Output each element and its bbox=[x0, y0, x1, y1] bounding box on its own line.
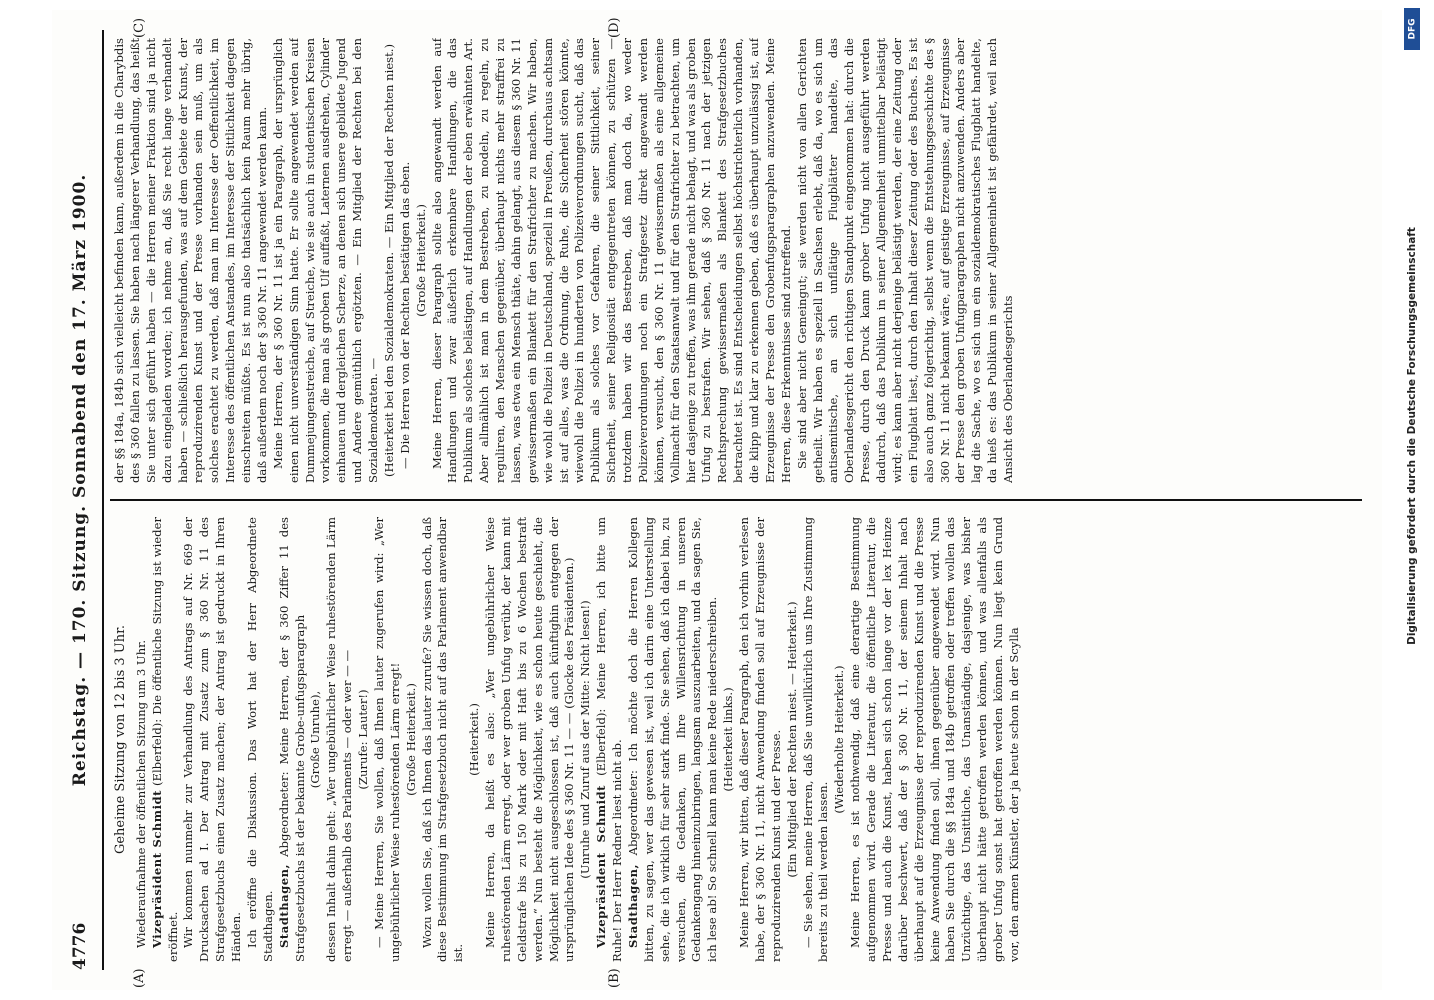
reaction: (Heiterkeit links.) bbox=[721, 687, 736, 792]
reaction: (Große Unruhe), bbox=[308, 690, 323, 789]
paragraph: Wir kommen nunmehr zur Verhandlung des Antrags auf Nr. 669 der Drucksachen ad I. Der Antrag mit Zusatz zum § 360 Nr. 11 des Strafgesetzbuchs einen Zusatz machen; der Antrag ist gedruckt in Ihren Händen. bbox=[181, 517, 244, 962]
paragraph: Meine Herren, dieser Paragraph sollte also angewandt werden auf Handlungen und zwar äußerlich erkennbare Handlungen, die das Publikum als solches belästigen, auf Handlungen der eben erwähnten Art. Aber allmählich ist man in dem Bestreben, zu modeln, zu regeln, zu reguliren, den Menschen gegenüber, überhaupt nichts mehr straffrei zu lassen, was etwa ein Mensch thäte, dahin gelangt, aus diesem § 360 Nr. 11 gewissermaßen ein Blankett für den Strafrichter zu machen. Wir haben, wie wohl die Polizei in Deutschland, speziell in Preußen, durchaus achtsam ist auf alles, was die Ordnung, die Ruhe, die Sicherheit stören könnte, wiewohl die Polizei in hunderten von Polizeiverordnungen sucht, daß das Publikum als solches vor Gefahren, die seiner Sittlichkeit, seiner Sicherheit, seiner Religiosität entgegentreten können, zu schützen — trotzdem haben wir das Bestreben, daß man doch da, wo weder Polizeiverordnungen noch ein Strafgesetz direkt angewandt werden können, versucht, den § 360 Nr. 11 gewissermaßen als eine allgemeine Vollmacht für den Staatsanwalt und für den Strafrichter zu betrachten, um hier dasjenige zu treffen, was ihm gerade nicht behagt, und was als groben Unfug zu bestrafen. Wir sehen, daß § 360 Nr. 11 nach der jetzigen Rechtsprechung gewissermaßen als Blankett des Strafgesetzbuches betrachtet ist. Es sind Entscheidungen selbst höchstrichterlich vorhanden, die klipp und klar zu erkennen geben, daß es überhaupt unzulässig ist, auf Erzeugnisse der Presse den Grobenfugsparagraphen anzuwenden. Meine Herren, diese Erkenntnisse sind zutreffend. bbox=[429, 38, 793, 483]
paragraph: — Die Herren von der Rechten bestätigen das eben. bbox=[397, 161, 412, 469]
paragraph: — Sie sehen, meine Herren, daß Sie unwillkürlich uns Ihre Zustimmung bereits zu theil werden lassen. bbox=[800, 517, 831, 962]
paragraph: Wozu wollen Sie, daß ich Ihnen das lauter zurufe? Sie wissen doch, daß diese Bestimmung im Strafgesetzbuch nicht auf das Parlament anwendbar ist. bbox=[419, 517, 466, 962]
reaction: (Große Heiterkeit.) bbox=[413, 204, 428, 317]
paragraph: — Meine Herren, Sie wollen, daß Ihnen lauter zugerufen wird: „Wer ungebührlicher Weise ruhestörenden Lärm erregt! bbox=[371, 517, 402, 962]
paragraph bbox=[594, 517, 626, 962]
rotated-page bbox=[52, 10, 1382, 990]
right-column bbox=[112, 38, 1362, 483]
running-header bbox=[70, 30, 96, 970]
column-marker-b: (B) bbox=[607, 968, 622, 988]
reaction: (Ein Mitglied der Rechten niest. — Heiterkeit.) bbox=[784, 601, 799, 878]
header-title: Reichstag. — 170. Sitzung. Sonnabend den 17. März 1900. bbox=[70, 173, 90, 787]
speaker-name: Vizepräsident Schmidt bbox=[594, 784, 609, 948]
speech-text: Abgeordneter: Meine Herren, der § 360 Ziffer 11 des Strafgesetzbuchs ist der bekannte Grobe-unfugsparagraph bbox=[276, 517, 307, 962]
reaction: (Heiterkeit.) bbox=[467, 703, 482, 776]
paragraph bbox=[150, 517, 182, 962]
reaction: (Wiederholte Heiterkeit.) bbox=[832, 665, 847, 814]
paragraph: der §§ 184a, 184b sich vielleicht befinden kann, außerdem in die Charybdis des § 360 fallen zu lassen. Sie haben nach längerer Verhandlung, das heißt Sie unter sich geführt haben — die Herren meiner Fraktion sind ja nicht dazu eingeladen worden; ich nehme an, daß Sie recht lange verhandelt haben — schließlich herausgefunden, was auf dem Gebiete der Kunst, der reproduzirenden Kunst und der Presse vorhanden sein muß, um als solches erachtet zu werden, daß man im Interesse der Oeffentlichkeit, im Interesse des öffentlichen Anstandes, im Interesse der Sittlichkeit dagegen einschreiten müßte. Es ist nun also thatsächlich kein Raum mehr übrig, daß außerdem noch der § 360 Nr. 11 angewendet werden kann. bbox=[112, 38, 269, 483]
reaction: (Heiterkeit bei den Sozialdemokraten. — Ein Mitglied der Rechten niest.) bbox=[381, 44, 396, 477]
speaker-name: Stadthagen, bbox=[276, 863, 291, 948]
paragraph: Meine Herren, da heißt es also: „Wer ungebührlicher Weise ruhestörenden Lärm erregt, oder wer groben Unfug verübt, der kann mit Geldstrafe bis zu 150 Mark oder mit Haft bis zu 6 Wochen bestraft werden.“ Nun besteht die Möglichkeit, wie es schon heute geschieht, die Möglichkeit nicht ausgeschlossen ist, daß auch künftighin entgegen der ursprünglichen Idee des § 360 Nr. 11 — — (Glocke des Präsidenten.) bbox=[483, 517, 577, 962]
dfg-logo: DFG bbox=[1404, 8, 1420, 50]
reaction: (Zurufe: Lauter!) bbox=[356, 689, 371, 790]
paragraph: Meine Herren, der § 360 Nr. 11 ist ja ein Paragraph, der ursprünglich einen nicht unverständigen Sinn hatte. Er sollte angewendet werden auf Dummejungenstreiche, auf Streiche, wie sie auch in studentischen Kreisen vorkommen, die man als groben Ulf auffaßt, Laternen ausdrehen, Cylinder einhauen und dergleichen Scherze, an denen sich unsere gebildete Jugend und Andere gemüthlich ergötzten. — Ein Mitglied der Rechten bei den Sozialdemokraten. — bbox=[270, 38, 380, 483]
page-number: 4776 bbox=[70, 922, 90, 970]
paragraph bbox=[626, 517, 721, 962]
speech-text: (Elberfeld): Meine Herren, ich bitte um Ruhe! Der Herr Redner liest nicht ab. bbox=[594, 517, 625, 962]
reaction: (Große Heiterkeit.) bbox=[403, 683, 418, 796]
paragraph: Meine Herren, es ist nothwendig, daß eine derartige Bestimmung aufgenommen wird. Gerade die Literatur, die öffentliche Literatur, die Presse und auch die Kunst, haben sich schon lange vor der lex Heinze darüber beschwert, daß der § 360 Nr. 11, der seinem Inhalt nach überhaupt auf die Erzeugnisse der reproduzirenden Kunst und die Presse keine Anwendung finden soll, ihnen gegenüber angewendet wird. Nun haben Sie durch die §§ 184a und 184b getroffen oder treffen wollen das Unzüchtige, das Unsittliche, das Unanständige, dasjenige, was bisher überhaupt nicht hätte getroffen werden können, und was allenfalls als grober Unfug sonst hat getroffen werden können. Nun liegt kein Grund vor, den armen Künstler, der ja heute schon in der Scylla bbox=[848, 517, 1021, 962]
paragraph: Sie sind aber nicht Gemeingut; sie werden nicht von allen Gerichten getheilt. Wir haben es speziell in Sachsen erlebt, daß da, wo es sich um antisemitische, an sich unflätige Flugblätter handelte, das Oberlandesgericht den richtigen Standpunkt eingenommen hat: durch die Presse, durch den Druck kann grober Unfug nicht ausgeführt werden dadurch, daß das Publikum in seiner Allgemeinheit unmittelbar belästigt wird; es kann aber nicht derjenige belästigt werden, der eine Zeitung oder ein Flugblatt liest, durch den Inhalt dieser Zeitung oder des Buches. Es ist also auch ganz folgerichtig, selbst wenn die Entstehungsgeschichte des § 360 Nr. 11 nicht bekannt wäre, auf geistige Erzeugnisse, auf Erzeugnisse der Presse den groben Unfugparagraphen nicht anzuwenden. Anders aber lag die Sache, wo es sich um ein sozialdemokratisches Flugblatt handelte, da hieß es: das Publikum in seiner Allgemeinheit ist gefährdet, weil nach Ansicht des Oberlandesgerichts bbox=[794, 38, 1015, 483]
speaker-name: Stadthagen, bbox=[625, 863, 640, 948]
speech-text: Abgeordneter: Ich möchte doch die Herren Kollegen bitten, zu sagen, wer das gewesen ist, weil ich darin eine Unterstellung sehe, die ich wirklich für sehr stark finde. Sie sehen, daß ich dabei bin, zu versuchen, die Gedanken, um Ihre Willensrichtung in unseren Gedankengang hineinzubringen, langsam auszuarbeiten, und da sagen Sie, ich lese ab! So schnell kann man keine Rede niederschreiben. bbox=[625, 517, 720, 962]
column-marker-d: (D) bbox=[607, 17, 622, 38]
paragraph: Wiederaufnahme der öffentlichen Sitzung um 3 Uhr. bbox=[133, 639, 148, 948]
left-column bbox=[112, 517, 1362, 962]
column-marker-c: (C) bbox=[132, 17, 147, 38]
column-rule bbox=[110, 499, 1362, 501]
paragraph: Ich eröffne die Diskussion. Das Wort hat der Herr Abgeordnete Stadthagen. bbox=[244, 517, 275, 962]
header-rule bbox=[102, 30, 104, 970]
digitization-credit bbox=[1400, 0, 1426, 1000]
credit-text: Digitalisierung gefördert durch die Deutsche Forschungsgemeinschaft bbox=[1406, 227, 1418, 645]
paragraph bbox=[277, 517, 309, 962]
column-marker-a: (A) bbox=[132, 968, 147, 988]
reaction: (Unruhe und Zuruf aus der Mitte: Nicht lesen!) bbox=[578, 600, 593, 879]
speaker-name: Vizepräsident Schmidt bbox=[149, 790, 164, 948]
paragraph: dessen Inhalt dahin geht: „Wer ungebührlicher Weise ruhestörenden Lärm erregt — außerhalb des Parlaments — oder wer — — bbox=[324, 517, 355, 962]
session-title: Geheime Sitzung von 12 bis 3 Uhr. bbox=[113, 624, 128, 855]
speech-text: (Elberfeld): Die öffentliche Sitzung ist wieder eröffnet. bbox=[149, 517, 180, 962]
paragraph: Meine Herren, wir bitten, daß dieser Paragraph, den ich vorhin verlesen habe, der § 360 Nr. 11, nicht Anwendung finden soll auf Erzeugnisse der reproduzirenden Kunst und der Presse. bbox=[737, 517, 783, 962]
